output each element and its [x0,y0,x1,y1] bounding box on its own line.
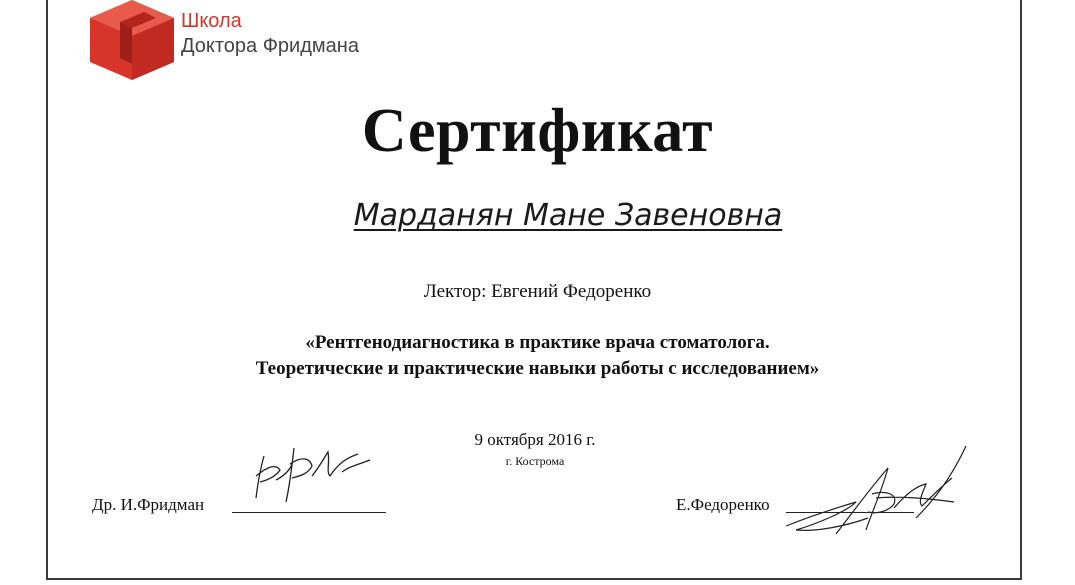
cube-logo-icon [86,0,178,80]
signatory-left-name: Др. И.Фридман [92,495,205,514]
lecturer-line: Лектор: Евгений Федоренко [423,281,652,302]
signature-line-right [786,512,914,513]
friedman-signature [246,436,376,506]
issue-date: 9 октября 2016 г. [474,430,596,449]
fedorenko-signature [776,438,976,548]
recipient-name: Марданян Мане Завеновна [353,198,783,233]
signature-line-left [232,512,386,513]
brand-doctor: Доктора Фридмана [181,35,359,57]
course-title [0,330,1075,382]
course-line-1: «Рентгенодиагностика в практике врача стоматолога. [305,332,770,353]
certificate-title: Сертификат [361,97,714,165]
signatory-right-name: Е.Федоренко [676,495,770,514]
course-line-2: Теоретические и практические навыки работы с исследованием» [255,358,820,379]
brand-school: Школа [181,10,242,32]
issue-city: г. Кострома [505,454,565,468]
